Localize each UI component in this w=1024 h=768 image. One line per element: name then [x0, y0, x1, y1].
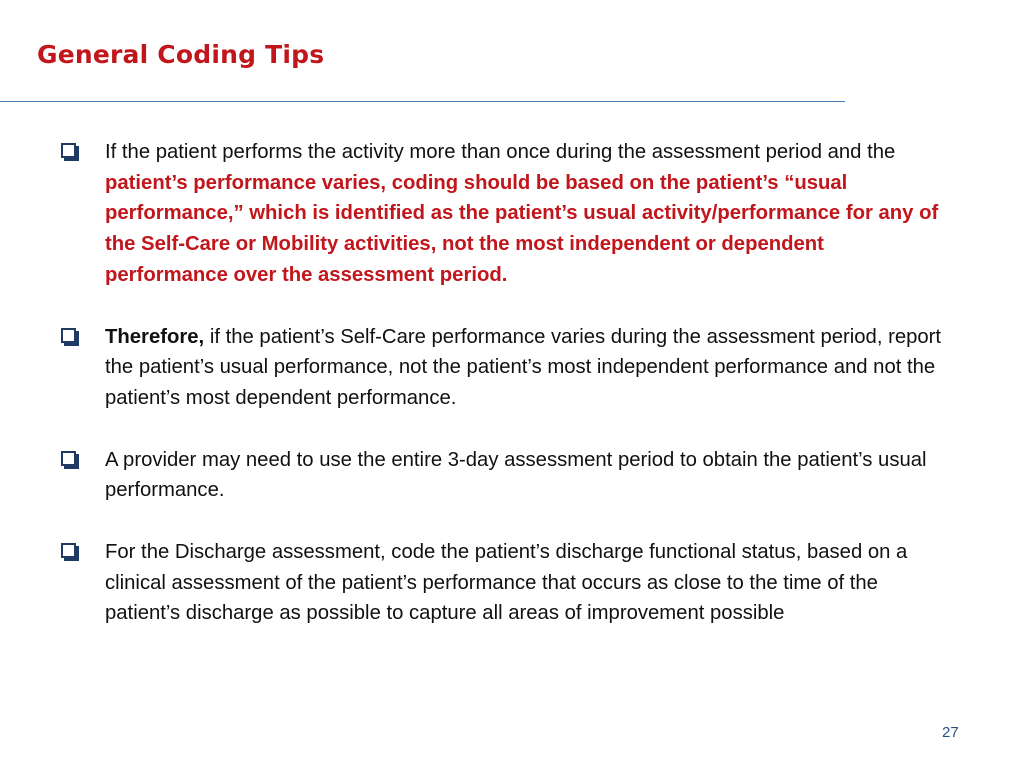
- title-divider: [0, 101, 845, 102]
- page-number: 27: [942, 724, 959, 741]
- bullet-list: [60, 137, 950, 629]
- bullet-text: if the patient’s Self-Care performance varies during the assessment period, report the patient’s usual performance, not the patient’s most independent performance and not the patient’s most dependent performance.: [105, 325, 942, 409]
- bullet-text: For the Discharge assessment, code the patient’s discharge functional status, based on a clinical assessment of the patient’s performance that occurs as close to the time of the patient’s discharge as possible to capture all areas of improvement possible: [105, 541, 908, 625]
- bullet-text: ,: [380, 171, 392, 194]
- bullet-text: A provider may need to use the entire 3-day assessment period to obtain the patient’s usual performance.: [105, 448, 927, 502]
- slide-title: General Coding Tips: [37, 40, 325, 69]
- lead-text: Therefore,: [105, 325, 205, 348]
- bullet-item-usual-performance: [60, 137, 950, 291]
- checkbox-icon: [61, 543, 76, 558]
- emphasis-text: coding should be based on the patient’s “usual performance,” which is identified as the patient’s usual activity/performance for any of the Self-Care or Mobility activities, not the most independent or dependent performance over the assessment period.: [105, 171, 939, 286]
- checkbox-icon: [61, 143, 76, 158]
- checkbox-icon: [61, 451, 76, 466]
- bullet-item-therefore: [60, 322, 950, 414]
- checkbox-icon: [61, 328, 76, 343]
- bullet-item-provider: [60, 445, 950, 506]
- emphasis-text: patient’s performance varies: [105, 171, 381, 194]
- bullet-item-discharge: [60, 537, 950, 629]
- bullet-text: If the patient performs the activity more than once during the assessment period and the: [105, 141, 896, 163]
